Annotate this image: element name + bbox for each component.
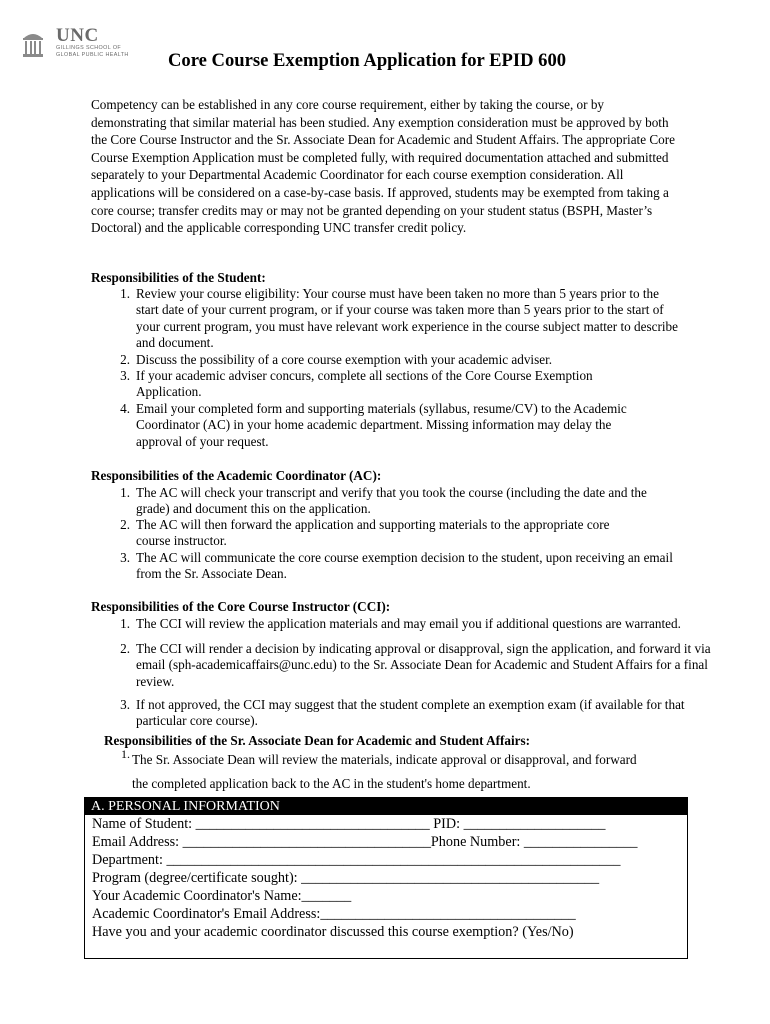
- intro-paragraph: Competency can be established in any core course requirement, either by taking the course, or by demonstrating that similar material has been studied. Any exemption consideration must be approved by both the Core Course Instructor and the Sr. Associate Dean for Academic and Student Affairs. The appropriate Core Course Exemption Application must be completed fully, with required documentation attached and submitted separately to your Departmental Academic Coordinator for each course exemption consideration. All applications will be considered on a case-by-case basis. If approved, students may be exempted from taking a core course; transfer credits may or may not be granted depending on your student status (BSPH, Master’s Doctoral) and the applicable corresponding UNC transfer credit policy.: [91, 97, 675, 236]
- dean-item-line-1: The Sr. Associate Dean will review the materials, indicate approval or disapproval, and forward: [132, 752, 637, 767]
- department-field[interactable]: Department: ________________________________________________________________: [92, 852, 621, 868]
- coordinator-email-field[interactable]: Academic Coordinator's Email Address:____________________________________: [92, 906, 576, 922]
- email-phone-field[interactable]: Email Address: ___________________________________Phone Number: ________________: [92, 834, 638, 850]
- program-field[interactable]: Program (degree/certificate sought): __________________________________________: [92, 870, 600, 886]
- unc-gillings-logo: [22, 25, 152, 64]
- student-responsibilities-heading: Responsibilities of the Student:: [91, 270, 266, 285]
- personal-information-form: [84, 797, 688, 959]
- cci-responsibilities-heading: Responsibilities of the Core Course Instructor (CCI):: [91, 599, 391, 614]
- student-name-pid-field[interactable]: Name of Student: _________________________________ PID: ____________________: [92, 816, 606, 832]
- logo-school-text: GILLINGS SCHOOL OF GLOBAL PUBLIC HEALTH: [56, 45, 129, 58]
- ac-responsibilities-heading: Responsibilities of the Academic Coordinator (AC):: [91, 468, 382, 483]
- dean-item-line-2: the completed application back to the AC in the student's home department.: [132, 776, 531, 791]
- dean-responsibilities-heading: Responsibilities of the Sr. Associate Dean for Academic and Student Affairs:: [104, 733, 531, 748]
- page-title: Core Course Exemption Application for EPID 600: [168, 50, 567, 71]
- section-title-bar: A. PERSONAL INFORMATION: [85, 798, 687, 815]
- logo-unc-text: UNC: [56, 25, 99, 46]
- old-well-icon: [22, 30, 44, 58]
- coordinator-name-field[interactable]: Your Academic Coordinator's Name:_______: [92, 888, 352, 904]
- discussed-exemption-field[interactable]: Have you and your academic coordinator discussed this course exemption? (Yes/No): [92, 924, 574, 940]
